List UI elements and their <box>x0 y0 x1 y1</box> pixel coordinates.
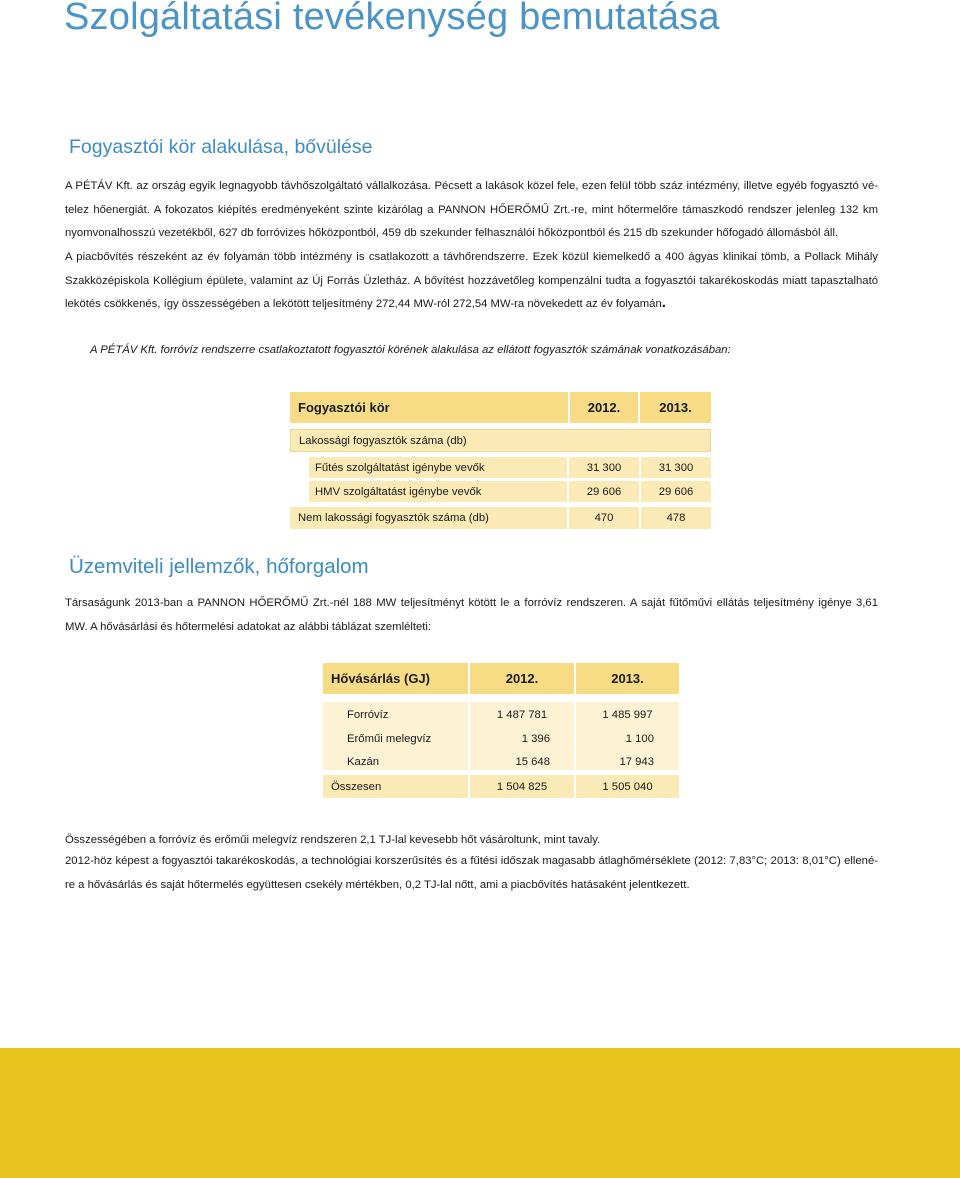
consumer-row-heating-2012: 31 300 <box>569 457 639 478</box>
operations-paragraph: Társaságunk 2013-ban a PANNON HŐERŐMŰ Zrt.-nél 188 MW teljesítményt kötött le a forróvíz rendszeren. A saját fűtőművi ellátás teljesítmény igénye 3,61 MW. A hővásárlási és hőtermelési adatokat az alábbi táblázat szemlélteti: <box>65 597 878 633</box>
heat-row-kazan-2012: 15 648 <box>515 756 550 768</box>
consumer-row-heating-2013: 31 300 <box>641 457 711 478</box>
heat-row-eromui-2013: 1 100 <box>625 733 654 745</box>
market-expansion-paragraph <box>65 246 878 317</box>
heat-row-kazan-label: Kazán <box>347 756 380 768</box>
consumer-table-header-2013: 2013. <box>640 392 711 423</box>
consumer-table-header-2012: 2012. <box>570 392 638 423</box>
heat-row-forroviz-2012: 1 487 781 <box>496 709 548 721</box>
consumer-row-heating-label: Fűtés szolgáltatást igénybe vevők <box>309 457 567 478</box>
market-expansion-period: . <box>661 294 666 311</box>
consumer-table-caption: A PÉTÁV Kft. forróvíz rendszerre csatlakoztatott fogyasztói körének alakulása az ellátott fogyasztók számának vonatkozásában: <box>90 344 731 356</box>
heat-row-total-label: Összesen <box>323 775 468 798</box>
consumer-row-nonres-label: Nem lakossági fogyasztók száma (db) <box>290 507 567 529</box>
consumer-row-hmv-2013: 29 606 <box>641 481 711 502</box>
heat-row-eromui-2012: 1 396 <box>521 733 550 745</box>
consumer-row-hmv-2012: 29 606 <box>569 481 639 502</box>
intro-paragraph: A PÉTÁV Kft. az ország egyik legnagyobb távhőszolgáltató vállalkozása. Pécsett a lakások közel fele, ezen felül több száz intézmény, illetve egyéb fogyasztó vételez hőenergiát. A fokozatos kiépítés eredményeként szinte kizárólag a PANNON HŐERŐMŰ Zrt.-re, mint hőtermelőre támaszkodó rendszer jelenleg 132 km nyomvonalhosszú vezetékből, 627 db forróvizes hőközpontból, 459 db szekunder felhasználói hőközpontból és 215 db szekunder hőfogadó állomásból áll. <box>65 180 878 239</box>
section-heading-consumers: Fogyasztói kör alakulása, bővülése <box>69 136 373 158</box>
market-expansion-text: A piacbővítés részeként az év folyamán több intézmény is csatlakozott a távhőrendszerre. Ezek közül kiemelkedő a 400 ágyas klinikai tömb, a Pollack Mihály Szakközépiskola Kollégium épülete, valamint az Új Forrás Üzletház. A bővítést hozzávetőleg kompenzálni tudta a fogyasztói takarékoskodás miatt tapasztalható lekötés csökkenés, így összességében a lekötött teljesítmény 272,44 MW-ról 272,54 MW-ra növekedett az év folyamán <box>65 251 878 310</box>
heat-row-forroviz-label: Forróvíz <box>347 709 389 721</box>
section-heading-operations: Üzemviteli jellemzők, hőforgalom <box>69 555 369 578</box>
heat-row-total-2013: 1 505 040 <box>576 775 679 798</box>
comparison-paragraph: 2012-höz képest a fogyasztói takarékoskodás, a technológiai korszerűsítés és a fűtési időszak magasabb átlaghőmérséklete (2012: 7,83°C; 2013: 8,01°C) ellenére a hővásárlás és saját hőtermelés együttesen csekély mértékben, 0,2 TJ-lal nőtt, ami a piacbővítés hatásaként jelentkezett. <box>65 855 878 891</box>
page-title: Szolgáltatási tevékenység bemutatása <box>64 0 720 38</box>
consumer-table-group-label: Lakossági fogyasztók száma (db) <box>290 429 711 452</box>
heat-table-header-2013: 2013. <box>576 663 679 694</box>
consumer-row-hmv-label: HMV szolgáltatást igénybe vevők <box>309 481 567 502</box>
footer-band <box>0 1048 960 1178</box>
heat-table-header-2012: 2012. <box>470 663 574 694</box>
consumer-table-header-label: Fogyasztói kör <box>290 392 568 423</box>
consumer-row-nonres-2012: 470 <box>569 507 639 529</box>
summary-paragraph: Összességében a forróvíz és erőműi melegvíz rendszeren 2,1 TJ-lal kevesebb hőt vásároltunk, mint tavaly. <box>65 834 601 846</box>
heat-row-total-2012: 1 504 825 <box>470 775 574 798</box>
heat-row-kazan-2013: 17 943 <box>619 756 654 768</box>
heat-row-eromui-label: Erőműi melegvíz <box>347 733 432 745</box>
heat-table-header-label: Hővásárlás (GJ) <box>323 663 468 694</box>
consumer-row-nonres-2013: 478 <box>641 507 711 529</box>
heat-row-forroviz-2013: 1 485 997 <box>602 709 653 721</box>
